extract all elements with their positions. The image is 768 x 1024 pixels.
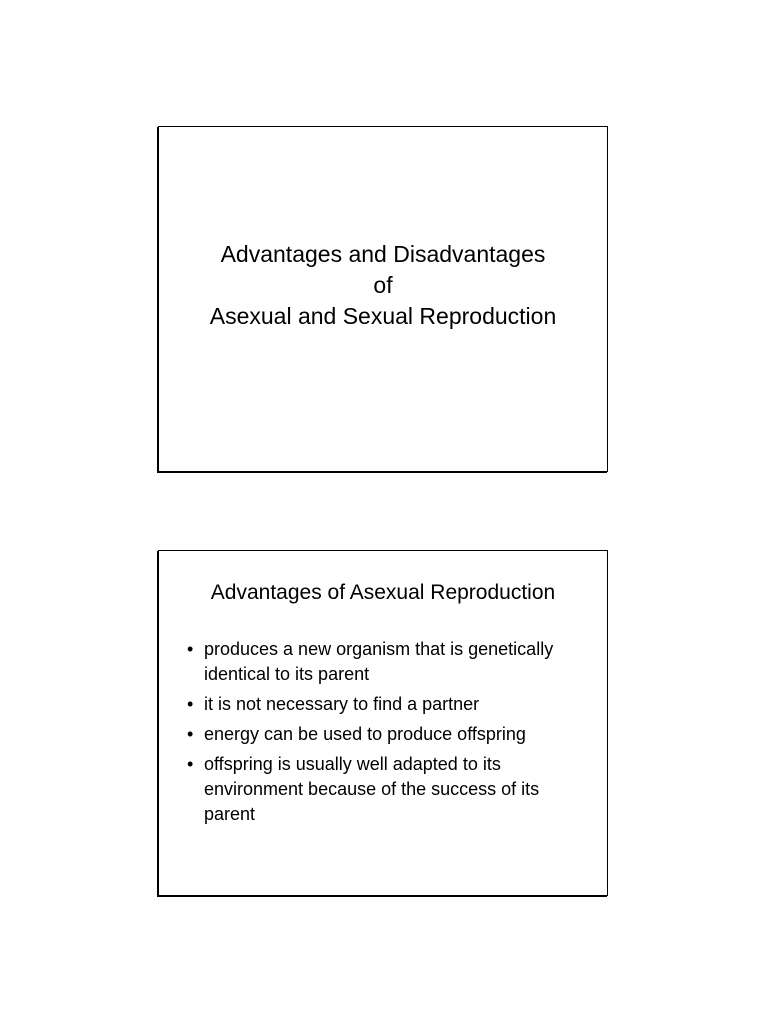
slide-title xyxy=(158,126,608,472)
list-item xyxy=(187,752,593,827)
slide-heading: Advantages of Asexual Reproduction xyxy=(210,581,556,604)
list-item-text: it is not necessary to find a partner xyxy=(204,694,480,714)
list-item-text: produces a new organism that is genetically identical to its parent xyxy=(204,639,554,684)
bullet-icon: • xyxy=(187,754,194,774)
slide-title-text xyxy=(159,239,607,332)
title-line-3: Asexual and Sexual Reproduction xyxy=(209,303,557,329)
title-line-1: Advantages and Disadvantages xyxy=(220,241,546,267)
bullet-list xyxy=(187,637,593,832)
slide-advantages-asexual xyxy=(158,550,608,896)
list-item-text: energy can be used to produce offspring xyxy=(204,724,526,744)
list-item-text: offspring is usually well adapted to its environment because of the success of its parent xyxy=(204,754,540,824)
list-item xyxy=(187,637,593,687)
list-item xyxy=(187,722,593,747)
list-item xyxy=(187,692,593,717)
bullet-icon: • xyxy=(187,694,194,714)
bullet-icon: • xyxy=(187,639,194,659)
title-line-2: of xyxy=(373,272,393,298)
bullet-icon: • xyxy=(187,724,194,744)
